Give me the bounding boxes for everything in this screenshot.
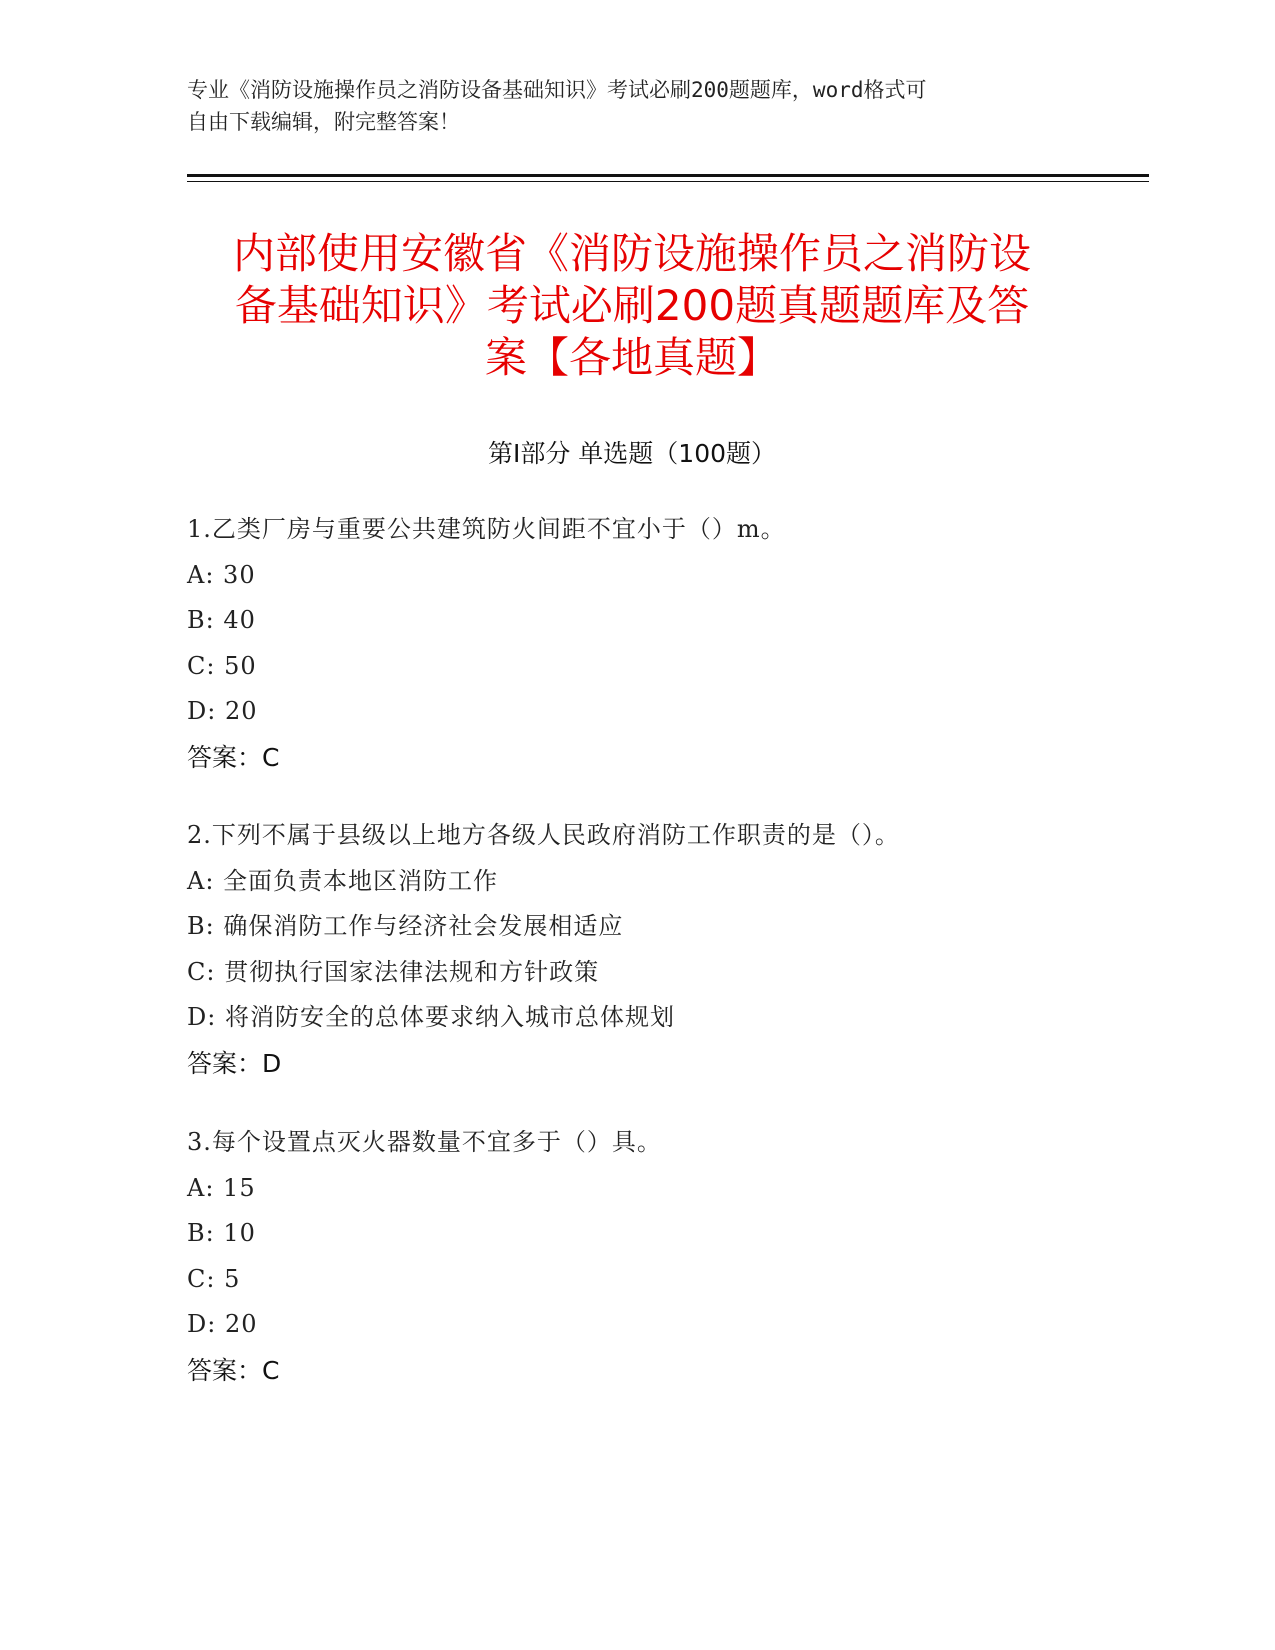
option-c: C: 5 (187, 1264, 241, 1293)
option-b: B: 40 (187, 606, 256, 634)
option-d: D: 20 (187, 1310, 258, 1338)
question-stem: 3.每个设置点灭火器数量不宜多于（）具。 (187, 1128, 662, 1156)
document-title-line-1: 内部使用安徽省《消防设施操作员之消防设 (232, 229, 1031, 278)
header-note-line-2: 自由下载编辑，附完整答案！ (187, 110, 460, 134)
option-d: D: 将消防安全的总体要求纳入城市总体规划 (187, 1003, 675, 1031)
question-3 (187, 1120, 1087, 1393)
header-rule-thick (187, 174, 1149, 177)
option-a: A: 全面负责本地区消防工作 (187, 866, 499, 895)
question-2 (187, 813, 1087, 1086)
option-b: B: 确保消防工作与经济社会发展相适应 (187, 912, 624, 940)
question-stem: 2.下列不属于县级以上地方各级人民政府消防工作职责的是（）。 (187, 821, 900, 849)
document-title (187, 228, 1077, 384)
document-title-line-3: 案【各地真题】 (484, 333, 779, 382)
answer: 答案：D (187, 1048, 282, 1078)
option-c: C: 贯彻执行国家法律法规和方针政策 (187, 957, 600, 986)
answer: 答案：C (187, 1355, 280, 1385)
option-d: D: 20 (187, 697, 258, 725)
option-a: A: 30 (187, 560, 256, 589)
option-a: A: 15 (187, 1173, 256, 1202)
option-c: C: 50 (187, 651, 257, 680)
header-note (187, 74, 1067, 138)
section-title: 第Ⅰ部分 单选题（100题） (487, 439, 777, 468)
answer: 答案：C (187, 742, 280, 772)
header-rule-thin (187, 181, 1149, 182)
header-note-line-1: 专业《消防设施操作员之消防设备基础知识》考试必刷200题题库，word格式可 (187, 78, 927, 102)
option-b: B: 10 (187, 1219, 256, 1247)
document-title-line-2: 备基础知识》考试必刷200题真题题库及答 (234, 281, 1030, 330)
question-1 (187, 507, 1087, 780)
question-stem: 1.乙类厂房与重要公共建筑防火间距不宜小于（）m。 (187, 515, 786, 543)
